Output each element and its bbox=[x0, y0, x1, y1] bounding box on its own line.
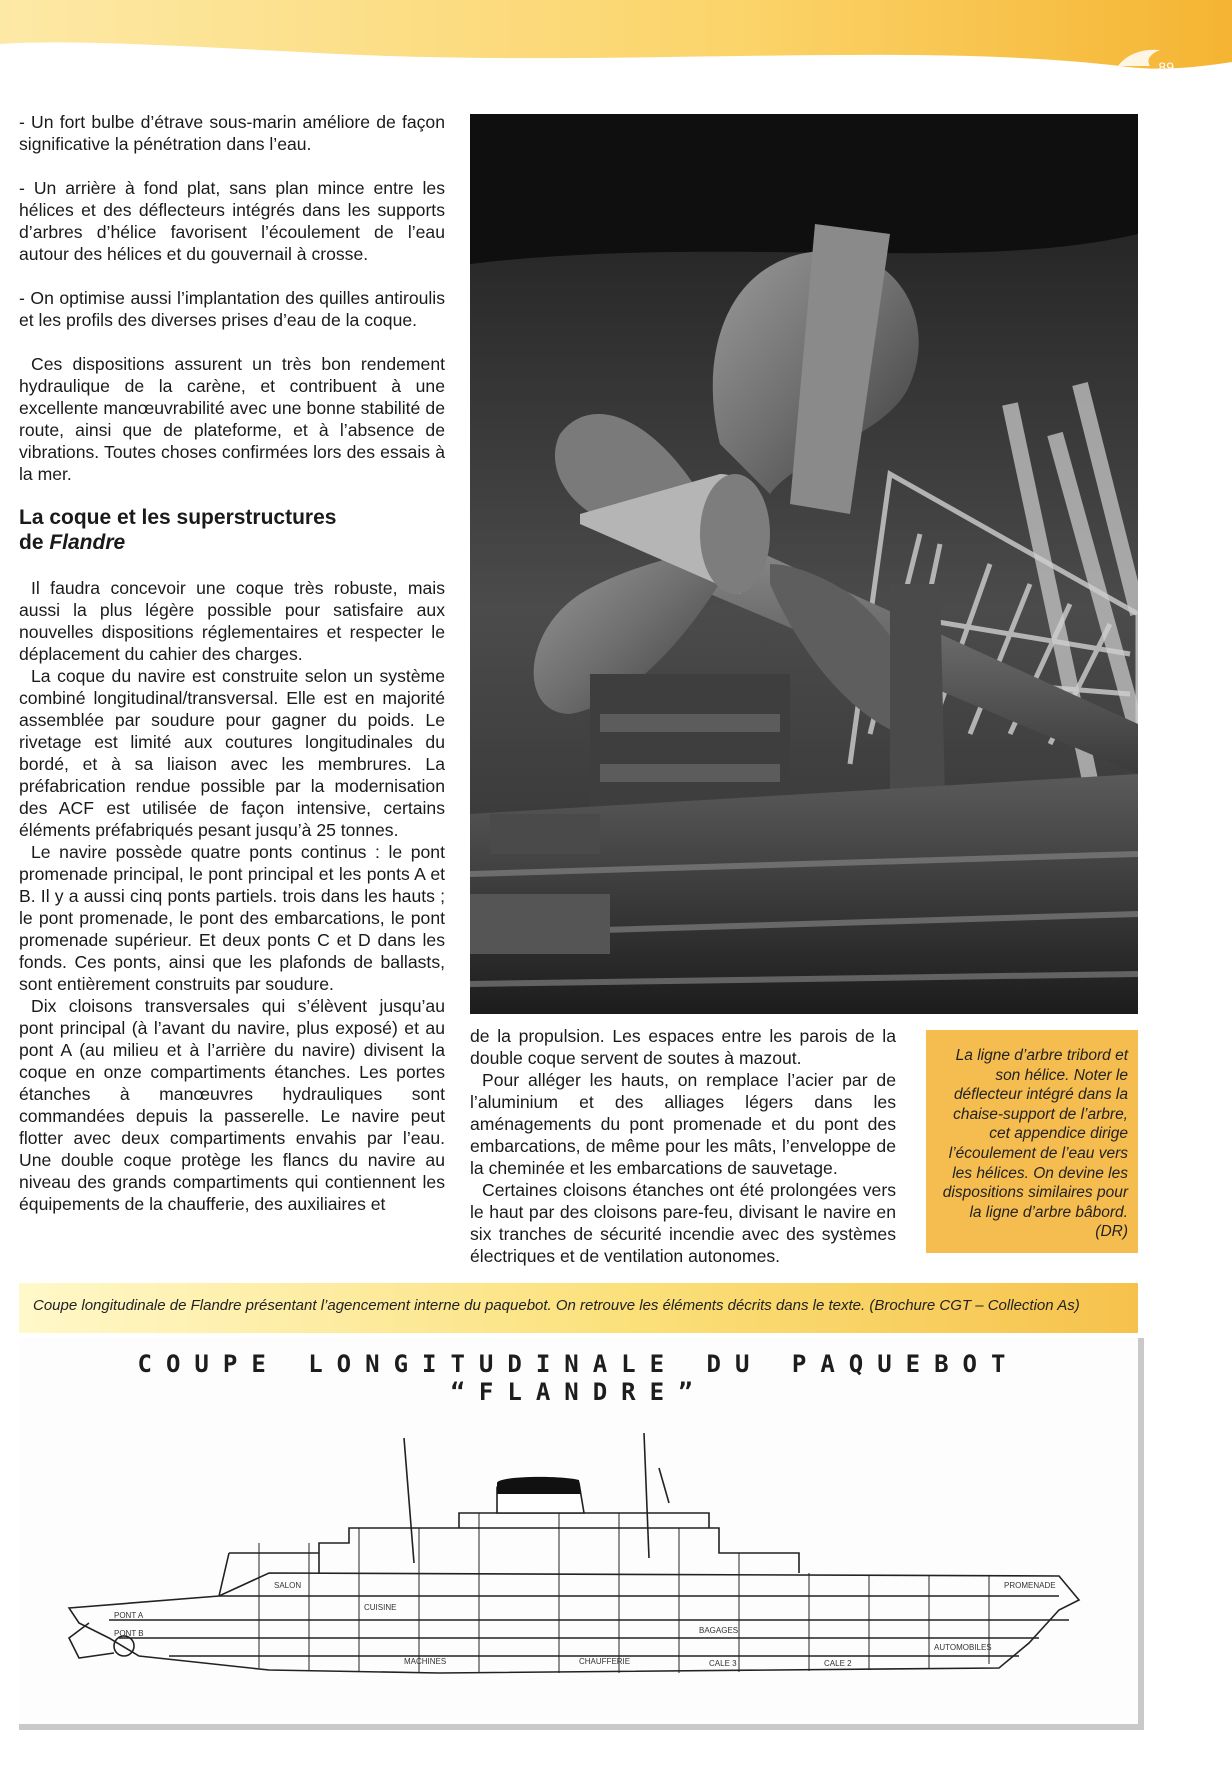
plan-caption bbox=[19, 1283, 1138, 1333]
plan-label: SALON bbox=[274, 1581, 302, 1590]
plan-label: AUTOMOBILES bbox=[934, 1643, 992, 1652]
plan-label: PONT B bbox=[114, 1629, 144, 1638]
plan-label: CALE 3 bbox=[709, 1659, 737, 1668]
paragraph: Ces dispositions assurent un très bon rendement hydraulique de la carène, et contribuent à une excellente manœuvrabilité avec une bonne stabilité de route, ainsi que de plateforme, et à l’absence de vibrations. Toutes choses confirmées lors des essais à la mer. bbox=[19, 354, 445, 484]
propeller-illustration bbox=[470, 114, 1138, 1014]
plan-label: CUISINE bbox=[364, 1603, 397, 1612]
plan-caption-text: Coupe longitudinale de Flandre présentant l’agencement interne du paquebot. On retrouve les éléments décrits dans le texte. (Brochure CGT – Collection As) bbox=[33, 1297, 1080, 1314]
page-number: 89 bbox=[1158, 59, 1174, 75]
left-text-column bbox=[19, 111, 445, 1215]
paragraph: Certaines cloisons étanches ont été prolongées vers le haut par des cloisons pare-feu, divisant le navire en six tranches de sécurité incendie avec des systèmes électriques et de ventilation autonomes. bbox=[470, 1180, 896, 1266]
paragraph: Le navire possède quatre ponts continus : le pont promenade principal, le pont principal et les ponts A et B. Il y a aussi cinq ponts partiels. trois dans les hauts ; le pont promenade, le pont des embarcations, le pont promenade supérieur. Et deux ponts C et D dans les fonds. Ces ponts, ainsi que les plafonds de ballasts, sont entièrement construits par soudure. bbox=[19, 842, 445, 994]
section-heading bbox=[19, 505, 445, 555]
propeller-photo bbox=[470, 114, 1138, 1014]
top-wave-band bbox=[0, 0, 1232, 72]
plan-title: COUPE LONGITUDINALE DU PAQUEBOT “FLANDRE” bbox=[137, 1350, 1020, 1406]
photo-caption-text: La ligne d’arbre tribord et son hélice. Noter le déflecteur intégré dans la chaise-support de l’arbre, cet appendice dirige l’écoulement de l’eau vers les hélices. On devine les dispositions similaires pour la ligne d’arbre bâbord. (DR) bbox=[942, 1047, 1128, 1241]
plan-label: CHAUFFERIE bbox=[579, 1657, 631, 1666]
paragraph: Dix cloisons transversales qui s’élèvent jusqu’au pont principal (à l’avant du navire, plus exposé) et au pont A (au milieu et à l’arrière du navire) divisent la coque en onze compartiments étanches. Les portes étanches à manœuvres hydrauliques sont commandées depuis la passerelle. Le navire peut flotter avec deux compartiments envahis par l’eau. Une double coque protège les flancs du navire au niveau des grands compartiments qui contiennent les équipements de la chaufferie, des auxiliaires et bbox=[19, 996, 445, 1214]
ship-cross-section bbox=[19, 1338, 1138, 1724]
heading-ship-name: Flandre bbox=[49, 531, 126, 554]
plan-label: PROMENADE bbox=[1004, 1581, 1056, 1590]
photo-caption bbox=[926, 1030, 1138, 1253]
paragraph: - Un fort bulbe d’étrave sous-marin améliore de façon significative la pénétration dans l’eau. bbox=[19, 112, 445, 154]
plan-label: PONT A bbox=[114, 1611, 144, 1620]
plan-label: CALE 2 bbox=[824, 1659, 852, 1668]
paragraph: de la propulsion. Les espaces entre les parois de la double coque servent de soutes à mazout. bbox=[470, 1026, 896, 1068]
plan-label: BAGAGES bbox=[699, 1626, 739, 1635]
longitudinal-section-drawing bbox=[19, 1338, 1144, 1730]
paragraph: Pour alléger les hauts, on remplace l’acier par de l’aluminium et des alliages légers dans les aménagements du pont promenade et du pont des embarcations, de même pour les mâts, l’enveloppe de la cheminée et les embarcations de sauvetage. bbox=[470, 1070, 896, 1178]
paragraph: - Un arrière à fond plat, sans plan mince entre les hélices et des déflecteurs intégrés dans les supports d’arbres d’hélice favorisent l’écoulement de l’eau autour des hélices et du gouvernail à crosse. bbox=[19, 178, 445, 264]
paragraph: Il faudra concevoir une coque très robuste, mais aussi la plus légère possible pour satisfaire aux nouvelles dispositions réglementaires et respecter le déplacement du cahier des charges. bbox=[19, 578, 445, 664]
paragraph: La coque du navire est construite selon un système combiné longitudinal/transversal. Elle est en majorité assemblée par soudure pour gagner du poids. Le rivetage est limité aux coutures longitudinales du bordé, et à sa liaison avec les membrures. La préfabrication rendue possible par la modernisation des ACF est utilisée de façon intensive, certains éléments préfabriqués pesant jusqu’à 25 tonnes. bbox=[19, 666, 445, 840]
paragraph: - On optimise aussi l’implantation des quilles antiroulis et les profils des diverses prises d’eau de la coque. bbox=[19, 288, 445, 330]
plan-label: MACHINES bbox=[404, 1657, 447, 1666]
middle-text-column bbox=[470, 1025, 896, 1267]
heading-de: de bbox=[19, 531, 50, 554]
heading-line: La coque et les superstructures bbox=[19, 506, 337, 529]
